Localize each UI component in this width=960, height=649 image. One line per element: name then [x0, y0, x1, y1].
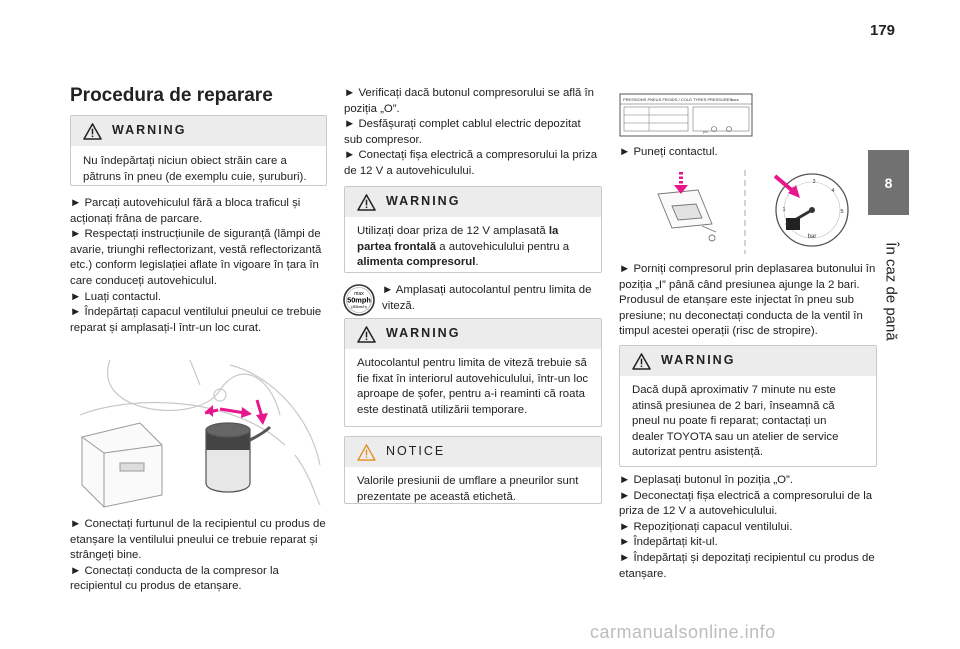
notice-header: [345, 437, 601, 467]
step-text: ► Parcați autovehiculul fără a bloca traficul și acționați frâna de parcare.: [70, 197, 301, 225]
step-text: ► Conectați furtunul de la recipientul cu produs de etanșare la ventilului pneului ce trebuie reparat și strângeți bine.: [70, 518, 326, 562]
warning-triangle-icon: [632, 353, 651, 370]
step-text: ► Luați contactul.: [70, 290, 162, 303]
warning-box-1: [70, 115, 327, 186]
svg-text:bars: bars: [731, 97, 739, 102]
warning-triangle-icon: [83, 123, 102, 140]
svg-text:50mph: 50mph: [347, 295, 371, 305]
warning-text: Nu îndepărtați niciun obiect străin care a pătruns în pneu (de exemplu cuie, șuruburi).: [83, 155, 307, 183]
col2-steps: [344, 86, 602, 180]
warning-box-4: [619, 345, 877, 467]
notice-box: [344, 436, 602, 504]
warning-text: Utilizați doar priza de 12 V amplasată la partea frontală a autovehiculului pentru a alimenta compresorul.: [357, 225, 570, 269]
warning-box-3: [344, 318, 602, 427]
chapter-tab[interactable]: 8: [868, 150, 909, 215]
page-title: Procedura de reparare: [70, 85, 273, 106]
notice-triangle-icon: [357, 444, 376, 461]
svg-text:5: 5: [840, 209, 844, 215]
step-text: ► Repoziționați capacul ventilului.: [619, 520, 793, 533]
warning-box-2: [344, 186, 602, 273]
step-text: ► Îndepărtați kit-ul.: [619, 536, 718, 549]
chapter-label: În caz de pană: [882, 241, 900, 341]
svg-text:PRESSIONS PNEUS FROIDS / COLD: PRESSIONS PNEUS FROIDS / COLD TYRES PRESSURES: [623, 97, 733, 102]
step-text: ► Conectați fișa electrică a compresorului la priza de 12 V a autovehiculului.: [344, 149, 598, 177]
notice-title: NOTICE: [386, 444, 446, 459]
warning-text: Autocolantul pentru limita de viteză trebuie să fie fixat în interiorul autovehiculului, într-un loc aproape de șofer, pentru a-i reaminti că roata este destinată utilizării temporare.: [357, 357, 589, 416]
warning-text: Dacă după aproximativ 7 minute nu este atinsă presiunea de 2 bari, înseamnă că pneul nu poate fi reparat; contactați un dealer TOYOTA sau un atelier de service autorizat pentru asistență.: [632, 384, 839, 459]
tire-pressure-label-illustration: [619, 93, 753, 137]
col1-steps-2: [70, 517, 328, 595]
step-text: ► Deplasați butonul în poziția „O”.: [619, 474, 793, 486]
step-text: ► Îndepărtați și depozitați recipientul cu produs de etanșare.: [619, 551, 875, 580]
col3-steps-3: [619, 473, 877, 582]
step-text: ► Îndepărtați capacul ventilului pneului ce trebuie reparat și amplasați-l într-un loc curat.: [70, 306, 322, 334]
svg-text:psi: psi: [703, 130, 708, 134]
svg-text:3: 3: [812, 179, 816, 185]
step-text: ► Respectați instrucțiunile de siguranță (lămpi de avarie, triunghi reflectorizant, vestă reflectorizantă etc.) conform legislației aflate în vigoare în țara în care conduceți autovehiculul.: [70, 228, 322, 287]
warning-triangle-icon: [357, 326, 376, 343]
svg-text:0: 0: [785, 222, 789, 228]
step-text: ► Desfășurați complet cablul electric depozitat sub compresor.: [344, 118, 581, 146]
warning-header: [620, 346, 876, 376]
warning-title: WARNING: [661, 353, 736, 368]
svg-text:1: 1: [782, 207, 786, 213]
svg-text:bar: bar: [807, 234, 817, 240]
step-text: ► Deconectați fișa electrică a compresorului de la priza de 12 V a autovehiculului.: [619, 489, 873, 518]
svg-text:max: max: [354, 291, 364, 297]
svg-text:4: 4: [831, 188, 835, 194]
warning-header: [345, 187, 601, 217]
warning-header: [71, 116, 326, 146]
compressor-switch-and-gauge-illustration: [650, 166, 860, 256]
speed-sticker-step: ► Amplasați autocolantul pentru limita de viteză.: [382, 284, 592, 312]
warning-title: WARNING: [112, 123, 187, 138]
notice-text: Valorile presiunii de umflare a pneurilor sunt prezentate pe această etichetă.: [357, 475, 579, 503]
speed-limit-sticker-icon: [343, 284, 375, 316]
watermark: carmanualsonline.info: [590, 622, 776, 642]
col3-step-2: ► Porniți compresorul prin deplasarea butonului în poziția „I” până când presiunea ajunge la 2 bari. Produsul de etanșare este injectat în pneu sub presiune; nu deconectați conducta de la ventil în timpul acestei operații (risc de stropire).: [619, 263, 876, 338]
warning-header: [345, 319, 601, 349]
step-text: ► Verificați dacă butonul compresorului se află în poziția „O”.: [344, 87, 594, 115]
page-number: 179: [870, 22, 896, 39]
step-text: ► Conectați conducta de la compresor la recipientul cu produs de etanșare.: [70, 564, 279, 593]
sealant-connection-illustration: [70, 355, 325, 510]
warning-triangle-icon: [357, 194, 376, 211]
col1-steps: [70, 196, 328, 336]
warning-title: WARNING: [386, 326, 461, 341]
svg-text:(80km/h): (80km/h): [351, 304, 367, 309]
col3-step-1: ► Puneți contactul.: [619, 146, 718, 158]
warning-title: WARNING: [386, 194, 461, 209]
